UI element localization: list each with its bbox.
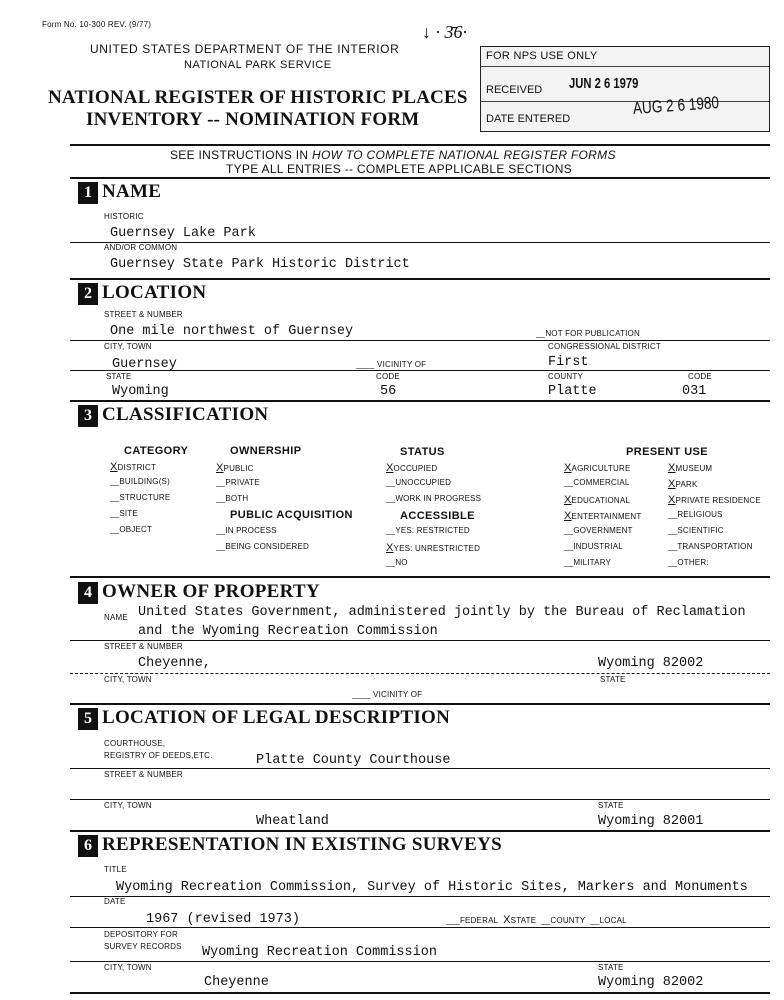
checkbox-mark: __	[668, 542, 678, 551]
checkbox-mark: __	[216, 542, 226, 551]
checklist-label: INDUSTRIAL	[573, 542, 623, 551]
checkbox-mark: X	[668, 478, 676, 490]
owner-city-label: CITY, TOWN	[104, 675, 152, 684]
checkbox-mark: X	[386, 462, 394, 474]
checklist-item	[564, 542, 623, 551]
checklist-item	[564, 510, 641, 522]
depository-value: Wyoming Recreation Commission	[202, 945, 437, 960]
section-2-number: 2	[78, 283, 98, 305]
received-stamp: JUN 2 6 1979	[569, 75, 639, 92]
checklist-item	[216, 478, 260, 487]
checklist-item	[668, 542, 753, 551]
checkbox-mark: __	[668, 558, 678, 567]
congressional-district-value: First	[548, 355, 589, 370]
checkbox-mark: __	[668, 526, 678, 535]
checkbox-mark: __	[110, 477, 120, 486]
nps-box-title: FOR NPS USE ONLY	[486, 50, 598, 62]
checklist-item	[216, 462, 254, 474]
checklist-item	[216, 494, 248, 503]
checkbox-mark: __	[216, 494, 226, 503]
checkbox-mark: __	[386, 478, 396, 487]
section-2-title: LOCATION	[102, 282, 207, 303]
owner-name-value-line2: and the Wyoming Recreation Commission	[138, 624, 438, 639]
checkbox-mark: __	[386, 526, 396, 535]
checklist-label: NO	[395, 558, 408, 567]
checkbox-mark: __	[110, 493, 120, 502]
legal-street-label: STREET & NUMBER	[104, 770, 183, 779]
survey-state-label: STATE	[598, 963, 624, 972]
owner-city-value: Cheyenne,	[138, 656, 211, 671]
checklist-label: SCIENTIFIC	[677, 526, 724, 535]
checklist-item	[668, 478, 698, 490]
checklist-item	[386, 462, 437, 474]
checklist-item	[668, 462, 712, 474]
checklist-item	[110, 525, 152, 534]
legal-city-value: Wheatland	[256, 814, 329, 829]
checklist-item	[668, 494, 761, 506]
congressional-district-label: CONGRESSIONAL DISTRICT	[548, 342, 662, 351]
checklist-label: MILITARY	[573, 558, 612, 567]
checklist-label: PARK	[675, 480, 698, 489]
checkbox-mark: __	[386, 558, 396, 567]
legal-city-label: CITY, TOWN	[104, 801, 152, 810]
survey-date-value: 1967 (revised 1973)	[146, 912, 300, 927]
owner-vicinity-label: ____ VICINITY OF	[352, 690, 423, 699]
service-name: NATIONAL PARK SERVICE	[184, 59, 332, 71]
courthouse-label: COURTHOUSE,	[104, 739, 166, 748]
section-3-number: 3	[78, 405, 98, 427]
checklist-item	[564, 494, 630, 506]
accessible-heading: ACCESSIBLE	[400, 510, 475, 522]
city-town-label: CITY, TOWN	[104, 342, 152, 351]
survey-level-options: ___FEDERAL XSTATE __COUNTY __LOCAL	[446, 914, 627, 926]
survey-records-label: SURVEY RECORDS	[104, 942, 182, 951]
common-name-value: Guernsey State Park Historic District	[110, 257, 410, 272]
survey-title-label: TITLE	[104, 865, 127, 874]
checkbox-mark: X	[564, 510, 572, 522]
checklist-label: RELIGIOUS	[677, 510, 723, 519]
legal-state-label: STATE	[598, 801, 624, 810]
owner-state-value: Wyoming 82002	[598, 656, 704, 671]
checklist-label: YES: RESTRICTED	[395, 526, 470, 535]
historic-label: HISTORIC	[104, 212, 144, 221]
status-heading: STATUS	[400, 446, 445, 458]
owner-name-label: NAME	[104, 613, 128, 622]
survey-title-value: Wyoming Recreation Commission, Survey of Historic Sites, Markers and Monuments	[116, 880, 748, 895]
checklist-label: BEING CONSIDERED	[225, 542, 309, 551]
checklist-label: YES: UNRESTRICTED	[393, 544, 481, 553]
owner-name-value-line1: United States Government, administered jointly by the Bureau of Reclamation	[138, 605, 746, 620]
legal-state-value: Wyoming 82001	[598, 814, 704, 829]
checkbox-mark: X	[216, 462, 224, 474]
county-label: COUNTY	[548, 372, 583, 381]
checklist-label: MUSEUM	[675, 464, 713, 473]
checkbox-mark: X	[386, 542, 394, 554]
checkbox-mark: __	[564, 478, 574, 487]
form-title-line1: NATIONAL REGISTER OF HISTORIC PLACES	[48, 87, 468, 108]
section-1-title: NAME	[102, 181, 162, 202]
section-6-number: 6	[78, 835, 98, 857]
section-4-number: 4	[78, 582, 98, 604]
county-value: Platte	[548, 384, 597, 399]
checklist-label: IN PROCESS	[225, 526, 277, 535]
survey-city-label: CITY, TOWN	[104, 963, 152, 972]
depository-label: DEPOSITORY FOR	[104, 930, 178, 939]
checkbox-mark: __	[216, 478, 226, 487]
checklist-item	[564, 478, 630, 487]
handwritten-mark: ↓ · 3̄6·	[422, 22, 467, 42]
checklist-label: PRIVATE RESIDENCE	[675, 496, 761, 505]
ownership-heading: OWNERSHIP	[230, 445, 302, 457]
checkbox-mark: __	[564, 526, 574, 535]
checklist-item	[668, 510, 723, 519]
present-use-heading: PRESENT USE	[626, 446, 709, 458]
checklist-item	[216, 542, 309, 551]
received-label: RECEIVED	[486, 84, 543, 96]
nps-use-box	[480, 46, 770, 132]
state-label: STATE	[106, 372, 132, 381]
checkbox-mark: X	[564, 494, 572, 506]
vicinity-of-label: ____ VICINITY OF	[356, 360, 427, 369]
section-1-number: 1	[78, 182, 98, 204]
checklist-label: BOTH	[225, 494, 249, 503]
section-3-title: CLASSIFICATION	[102, 404, 269, 425]
checkbox-mark: __	[564, 542, 574, 551]
code-label: CODE	[376, 372, 400, 381]
checklist-item	[564, 526, 633, 535]
checklist-item	[386, 478, 451, 487]
location-street-value: One mile northwest of Guernsey	[110, 324, 354, 339]
checkbox-mark: __	[564, 558, 574, 567]
form-number: Form No. 10-300 REV. (9/77)	[42, 20, 152, 29]
form-title-line2: INVENTORY -- NOMINATION FORM	[86, 109, 420, 130]
public-acquisition-heading: PUBLIC ACQUISITION	[230, 509, 353, 521]
location-city-value: Guernsey	[112, 357, 177, 372]
checklist-item	[564, 558, 611, 567]
checklist-label: SITE	[119, 509, 138, 518]
survey-city-value: Cheyenne	[204, 975, 269, 990]
checklist-item	[216, 526, 277, 535]
checklist-label: UNOCCUPIED	[395, 478, 452, 487]
checklist-label: GOVERNMENT	[573, 526, 633, 535]
checklist-item	[110, 477, 170, 486]
owner-street-label: STREET & NUMBER	[104, 642, 183, 651]
registry-label: REGISTRY OF DEEDS,ETC.	[104, 751, 213, 760]
not-for-publication: __NOT FOR PUBLICATION	[536, 329, 640, 338]
historic-name-value: Guernsey Lake Park	[110, 226, 256, 241]
checklist-label: PUBLIC	[223, 464, 254, 473]
section-5-title: LOCATION OF LEGAL DESCRIPTION	[102, 707, 451, 728]
checklist-item	[110, 461, 156, 473]
section-6-title: REPRESENTATION IN EXISTING SURVEYS	[102, 834, 503, 855]
checkbox-mark: X	[668, 494, 676, 506]
checklist-label: OTHER:	[677, 558, 709, 567]
checklist-item	[564, 462, 631, 474]
checklist-item	[386, 494, 481, 503]
checklist-item	[668, 558, 709, 567]
checkbox-mark: __	[110, 525, 120, 534]
checklist-item	[110, 493, 170, 502]
state-code-value: 56	[380, 384, 397, 399]
checklist-item	[386, 526, 470, 535]
date-entered-stamp: AUG 2 6 1980	[632, 93, 720, 118]
owner-state-label: STATE	[600, 675, 626, 684]
county-code-value: 031	[682, 384, 707, 399]
common-name-label: AND/OR COMMON	[104, 243, 178, 252]
checkbox-mark: X	[110, 461, 118, 473]
checkbox-mark: __	[668, 510, 678, 519]
checklist-item	[668, 526, 724, 535]
checklist-label: OCCUPIED	[393, 464, 438, 473]
checklist-label: DISTRICT	[117, 463, 157, 472]
checklist-label: STRUCTURE	[119, 493, 171, 502]
survey-state-value: Wyoming 82002	[598, 975, 704, 990]
section-5-number: 5	[78, 708, 98, 730]
checkbox-mark: __	[386, 494, 396, 503]
instructions-line2: TYPE ALL ENTRIES -- COMPLETE APPLICABLE SECTIONS	[226, 162, 573, 176]
checkbox-mark: __	[216, 526, 226, 535]
date-entered-label: DATE ENTERED	[486, 113, 571, 125]
checklist-item	[386, 542, 480, 554]
checklist-label: OBJECT	[119, 525, 153, 534]
county-code-label: CODE	[688, 372, 712, 381]
checklist-label: AGRICULTURE	[571, 464, 631, 473]
checklist-item	[386, 558, 408, 567]
checklist-label: PRIVATE	[225, 478, 260, 487]
location-state-value: Wyoming	[112, 384, 169, 399]
department-name: UNITED STATES DEPARTMENT OF THE INTERIOR	[90, 42, 400, 56]
section-4-title: OWNER OF PROPERTY	[102, 581, 321, 602]
checkbox-mark: __	[110, 509, 120, 518]
checklist-item	[110, 509, 138, 518]
checklist-label: TRANSPORTATION	[677, 542, 753, 551]
street-number-label: STREET & NUMBER	[104, 310, 183, 319]
instructions-line1: SEE INSTRUCTIONS IN HOW TO COMPLETE NATIONAL REGISTER FORMS	[170, 148, 616, 162]
category-heading: CATEGORY	[124, 445, 189, 457]
checkbox-mark: X	[668, 462, 676, 474]
survey-date-label: DATE	[104, 897, 126, 906]
checkbox-mark: X	[564, 462, 572, 474]
checklist-label: ENTERTAINMENT	[571, 512, 642, 521]
courthouse-value: Platte County Courthouse	[256, 753, 451, 768]
checklist-label: WORK IN PROGRESS	[395, 494, 482, 503]
checklist-label: COMMERCIAL	[573, 478, 630, 487]
checklist-label: BUILDING(S)	[119, 477, 170, 486]
checklist-label: EDUCATIONAL	[571, 496, 631, 505]
